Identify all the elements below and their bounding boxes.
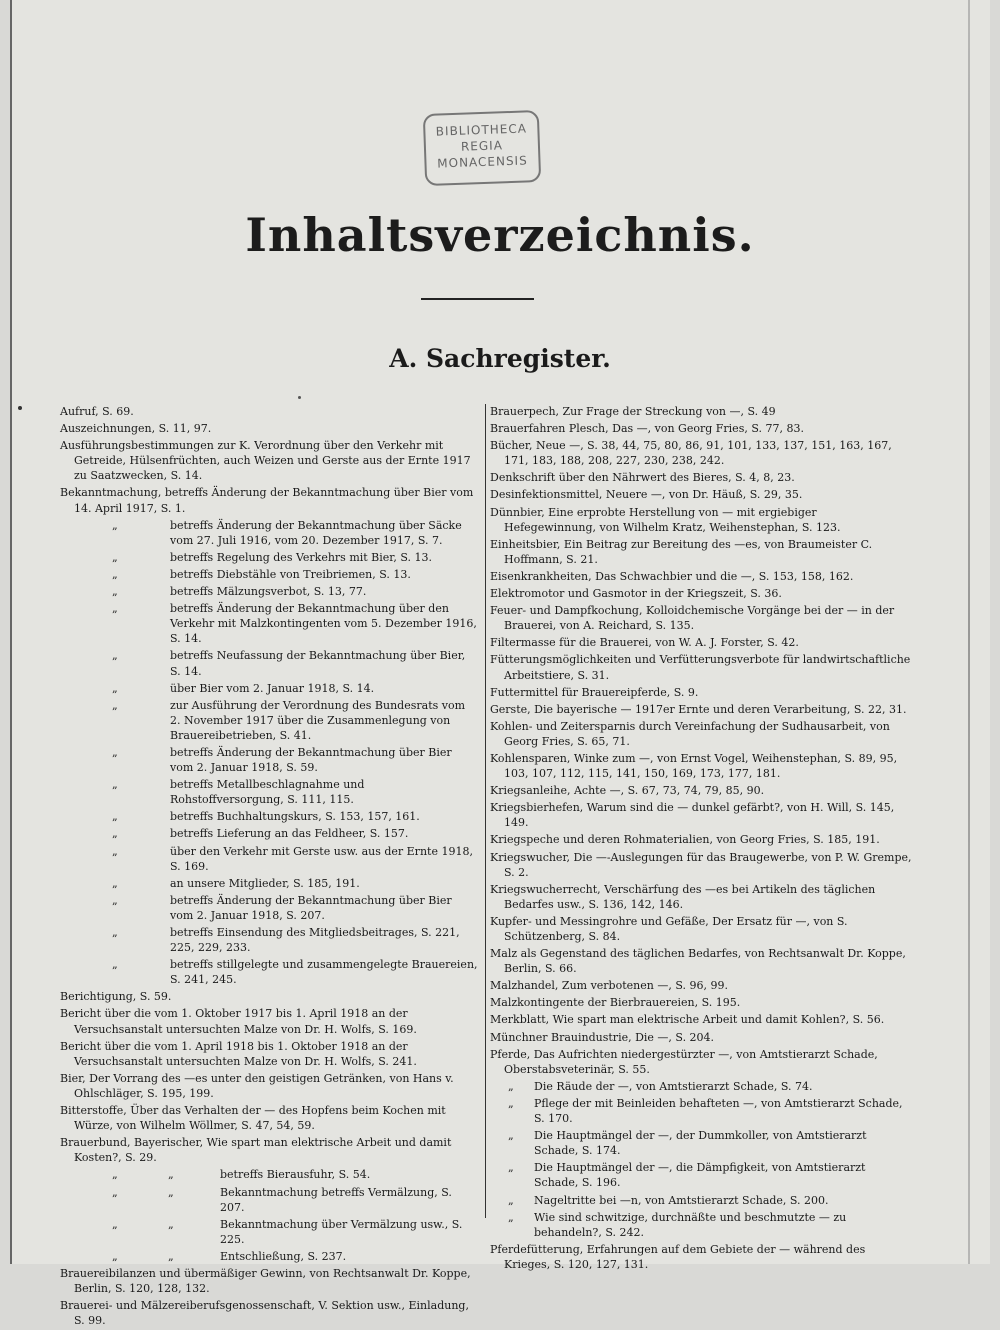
ditto-mark: „ [508,1096,514,1110]
index-entry-text: Kriegsanleihe, Achte —, S. 67, 73, 74, 79, 85, 90. [490,784,765,798]
index-entry [60,1135,478,1165]
index-entry [490,487,912,502]
index-entry [490,882,912,912]
index-entry [490,1242,912,1272]
index-entry [490,470,912,485]
index-subentry [60,584,478,599]
ditto-mark: „ [112,1185,118,1199]
index-entry [490,914,912,944]
ditto-mark: „ [112,1168,118,1182]
index-subentry [490,1193,912,1208]
index-entry-text: Kohlen- und Zeitersparnis durch Vereinfachung der Sudhausarbeit, von Georg Fries, S. 65, 71. [490,719,890,748]
index-subentry-text: betreffs Lieferung an das Feldheer, S. 157. [170,827,409,841]
index-column-left [60,404,478,1330]
stamp-line: REGIA [460,138,504,154]
index-entry-text: Ausführungsbestimmungen zur K. Verordnung über den Verkehr mit Getreide, Hülsenfrüchten, auch Weizen und Gerste aus der Ernte 1917 zu Saatzwecken, S. 14. [60,439,471,483]
ditto-mark: „ [112,810,118,824]
index-subentry-text: an unsere Mitglieder, S. 185, 191. [170,876,360,890]
index-subentry-text: Pflege der mit Beinleiden behafteten —, von Amtstierarzt Schade, S. 170. [534,1096,903,1126]
index-entry [60,1103,478,1133]
index-entry-text: Futtermittel für Brauereipferde, S. 9. [490,685,699,699]
index-subentry [60,567,478,582]
index-column-right [490,404,912,1274]
index-subentry-text: Die Räude der —, von Amtstierarzt Schade, S. 74. [534,1079,813,1093]
index-entry [490,652,912,682]
index-subentry [60,681,478,696]
index-entry-text: Fütterungsmöglichkeiten und Verfütterungsverbote für landwirtschaftliche Arbeitstiere, S. 31. [490,653,911,682]
index-entry-text: Brauerei- und Mälzereiberufsgenossenschaft, V. Sektion usw., Einladung, S. 99. [60,1299,469,1328]
index-subentry-text: Bekanntmachung über Vermälzung usw., S. 225. [220,1217,463,1246]
index-entry-text: Eisenkrankheiten, Das Schwachbier und die —, S. 153, 158, 162. [490,569,854,583]
index-entry-text: Berichtigung, S. 59. [60,990,172,1004]
index-entry [490,702,912,717]
ditto-mark: „ [112,844,118,858]
index-entry-text: Malzhandel, Zum verbotenen —, S. 96, 99. [490,979,728,993]
index-subentry-text: Die Hauptmängel der —, die Dämpfigkeit, von Amtstierarzt Schade, S. 196. [534,1161,866,1190]
index-subentry [490,1079,912,1094]
ditto-mark: „ [112,1249,118,1263]
index-subentry [60,957,478,987]
stamp-line: BIBLIOTHECA [435,121,528,139]
ditto-mark: „ [112,567,118,581]
index-subentry [60,777,478,807]
index-subentry [60,1167,478,1182]
index-entry [490,505,912,535]
index-entry [490,569,912,584]
index-entry [490,946,912,976]
index-entry [60,1266,478,1296]
index-entry [490,719,912,749]
ditto-mark: „ [112,649,118,663]
index-subentry [60,1217,478,1247]
ditto-mark: „ [508,1129,514,1143]
ditto-mark: „ [168,1217,174,1231]
index-entry-text: Bekanntmachung, betreffs Änderung der Bekanntmachung über Bier vom 14. April 1917, S. 1. [60,486,474,515]
index-entry-text: Kohlensparen, Winke zum —, von Ernst Vogel, Weihenstephan, S. 89, 95, 103, 107, 112, 115, 141, 150, 169, 173, 177, 181. [490,751,898,781]
index-entry-text: Filtermasse für die Brauerei, von W. A. J. Forster, S. 42. [490,636,799,650]
index-entry [490,404,912,419]
ditto-mark: „ [508,1210,514,1224]
index-subentry-text: betreffs Metallbeschlagnahme und Rohstoffversorgung, S. 111, 115. [170,778,365,807]
index-entry [490,783,912,798]
page-edge [968,0,970,1264]
ditto-mark: „ [508,1079,514,1093]
index-subentry [60,844,478,874]
index-entry [60,421,478,436]
index-subentry [490,1096,912,1126]
index-entry-text: Kriegsbierhefen, Warum sind die — dunkel gefärbt?, von H. Will, S. 145, 149. [490,801,895,830]
index-entry-text: Aufruf, S. 69. [60,405,134,418]
ditto-mark: „ [112,958,118,972]
index-entry [490,438,912,468]
title-rule [421,298,534,300]
index-entry [490,751,912,781]
index-entry-text: Denkschrift über den Nährwert des Bieres, S. 4, 8, 23. [490,471,795,485]
index-subentry-text: betreffs Änderung der Bekanntmachung über Bier vom 2. Januar 1918, S. 207. [170,893,452,922]
index-subentry-text: betreffs Einsendung des Mitgliedsbeitrages, S. 221, 225, 229, 233. [170,926,460,955]
index-entry-text: Bericht über die vom 1. Oktober 1917 bis 1. April 1918 an der Versuchsanstalt untersuchten Malze von Dr. H. Wolfs, S. 169. [60,1007,417,1036]
index-subentry-text: über den Verkehr mit Gerste usw. aus der Ernte 1918, S. 169. [170,844,473,873]
index-subentry [60,745,478,775]
index-subentry [60,518,478,548]
ditto-mark: „ [112,827,118,841]
index-entry-text: Desinfektionsmittel, Neuere —, von Dr. Häuß, S. 29, 35. [490,488,803,502]
index-entry [490,1030,912,1045]
ditto-mark: „ [112,745,118,759]
index-subentry [60,1249,478,1264]
index-entry [490,978,912,993]
index-entry [490,800,912,830]
margin-mark [18,406,22,410]
index-subentry-text: zur Ausführung der Verordnung des Bundesrats vom 2. November 1917 über die Zusammenlegung von Brauereibetrieben, S. 41. [170,698,466,742]
ditto-mark: „ [112,893,118,907]
index-entry-text: Brauerpech, Zur Frage der Streckung von —, S. 49 [490,405,776,418]
column-divider [485,404,486,1218]
ditto-mark: „ [112,778,118,792]
index-entry-text: Pferdefütterung, Erfahrungen auf dem Gebiete der — während des Krieges, S. 120, 127, 131. [490,1242,866,1271]
ditto-mark: „ [168,1168,174,1182]
index-entry-text: Bier, Der Vorrang des —es unter den geistigen Getränken, von Hans v. Ohlschläger, S. 195, 199. [60,1071,454,1100]
index-entry-text: Pferde, Das Aufrichten niedergestürzter —, von Amtstierarzt Schade, Oberstabsveterinär, S. 55. [490,1047,878,1076]
index-entry-text: Einheitsbier, Ein Beitrag zur Bereitung des —es, von Braumeister C. Hoffmann, S. 21. [490,537,873,566]
index-subentry-text: Entschließung, S. 237. [220,1249,347,1263]
index-entry [60,1039,478,1069]
index-subentry [60,826,478,841]
index-subentry [490,1128,912,1158]
index-subentry-text: über Bier vom 2. Januar 1918, S. 14. [170,681,375,695]
index-subentry [490,1160,912,1190]
index-subentry-text: betreffs Regelung des Verkehrs mit Bier, S. 13. [170,550,432,564]
index-subentry-text: betreffs Änderung der Bekanntmachung über Bier vom 2. Januar 1918, S. 59. [170,745,452,775]
section-heading: A. Sachregister. [389,344,611,373]
index-subentry [60,648,478,678]
index-entry-text: Elektromotor und Gasmotor in der Kriegszeit, S. 36. [490,587,782,601]
index-subentry-text: betreffs Buchhaltungskurs, S. 153, 157, 161. [170,810,420,824]
index-entry [60,438,478,483]
index-entry-text: Kriegswucherrecht, Verschärfung des —es bei Artikeln des täglichen Bedarfes usw., S. 136, 142, 146. [490,882,876,911]
index-subentry-text: Die Hauptmängel der —, der Dummkoller, von Amtstierarzt Schade, S. 174. [534,1129,867,1158]
ditto-mark: „ [112,585,118,599]
index-entry-text: Malz als Gegenstand des täglichen Bedarfes, von Rechtsanwalt Dr. Koppe, Berlin, S. 66. [490,947,906,976]
ditto-mark: „ [508,1193,514,1207]
index-entry [490,421,912,436]
ditto-mark: „ [112,698,118,712]
ditto-mark: „ [168,1249,174,1263]
index-subentry-text: betreffs Mälzungsverbot, S. 13, 77. [170,585,367,599]
ditto-mark: „ [112,1217,118,1231]
index-subentry [60,1185,478,1215]
index-entry [490,832,912,847]
library-stamp [423,110,541,186]
index-entry-text: Bitterstoffe, Über das Verhalten der — des Hopfens beim Kochen mit Würze, von Wilhelm Wöllmer, S. 47, 54, 59. [60,1104,446,1133]
index-entry [490,1047,912,1077]
index-entry-text: Kriegswucher, Die —-Auslegungen für das Braugewerbe, von P. W. Grempe, S. 2. [490,850,912,879]
index-subentry [60,809,478,824]
ditto-mark: „ [112,926,118,939]
ditto-mark: „ [112,550,118,564]
index-entry [490,850,912,880]
index-subentry [60,925,478,955]
ink-speck [298,396,301,399]
index-subentry [60,550,478,565]
ditto-mark: „ [168,1185,174,1199]
index-entry [60,404,478,419]
index-entry [60,485,478,515]
index-entry-text: Merkblatt, Wie spart man elektrische Arbeit und damit Kohlen?, S. 56. [490,1013,885,1027]
ditto-mark: „ [112,876,118,890]
index-entry-text: Auszeichnungen, S. 11, 97. [60,422,212,436]
index-subentry-text: betreffs Bierausfuhr, S. 54. [220,1168,371,1182]
index-entry [60,1071,478,1101]
index-entry [490,537,912,567]
index-subentry-text: betreffs Änderung der Bekanntmachung über Säcke vom 27. Juli 1916, vom 20. Dezember 1917, S. 7. [170,518,462,547]
index-entry-text: Bücher, Neue —, S. 38, 44, 75, 80, 86, 91, 101, 133, 137, 151, 163, 167, 171, 183, 188, 208, 227, 230, 238, 242. [490,439,892,468]
ditto-mark: „ [112,681,118,695]
index-entry [490,685,912,700]
index-subentry-text: Wie sind schwitzige, durchnäßte und beschmutzte — zu behandeln?, S. 242. [534,1210,847,1239]
index-entry [60,1006,478,1036]
page-title: Inhaltsverzeichnis. [245,208,755,262]
index-subentry [60,893,478,923]
ditto-mark: „ [112,518,118,532]
index-entry [490,603,912,633]
index-entry-text: Bericht über die vom 1. April 1918 bis 1. Oktober 1918 an der Versuchsanstalt untersuchten Malze von Dr. H. Wolfs, S. 241. [60,1039,417,1068]
index-entry-text: Kupfer- und Messingrohre und Gefäße, Der Ersatz für —, von S. Schützenberg, S. 84. [490,914,848,943]
index-entry-text: Malzkontingente der Bierbrauereien, S. 195. [490,996,741,1010]
stamp-line: MONACENSIS [437,153,528,171]
index-entry [60,1298,478,1328]
index-entry-text: Dünnbier, Eine erprobte Herstellung von — mit ergiebiger Hefegewinnung, von Wilhelm Kratz, Weihenstephan, S. 123. [490,505,841,534]
index-subentry [490,1210,912,1240]
index-subentry-text: Nageltritte bei —n, von Amtstierarzt Schade, S. 200. [534,1193,829,1207]
index-entry-text: Kriegspeche und deren Rohmaterialien, von Georg Fries, S. 185, 191. [490,833,880,847]
index-subentry [60,698,478,743]
index-entry-text: Brauerbund, Bayerischer, Wie spart man elektrische Arbeit und damit Kosten?, S. 29. [60,1136,452,1165]
index-subentry-text: betreffs Diebstähle von Treibriemen, S. 13. [170,567,411,581]
index-entry-text: Feuer- und Dampfkochung, Kolloidchemische Vorgänge bei der — in der Brauerei, von A. Reichard, S. 135. [490,604,895,633]
index-entry [490,1012,912,1027]
index-entry [60,989,478,1004]
index-entry [490,995,912,1010]
index-entry-text: Brauerfahren Plesch, Das —, von Georg Fries, S. 77, 83. [490,422,804,436]
index-subentry-text: betreffs stillgelegte und zusammengelegte Brauereien, S. 241, 245. [170,958,478,987]
index-subentry-text: Bekanntmachung betreffs Vermälzung, S. 207. [220,1185,452,1214]
ditto-mark: „ [112,602,118,616]
index-subentry [60,876,478,891]
index-entry-text: Münchner Brauindustrie, Die —, S. 204. [490,1030,715,1044]
ditto-mark: „ [508,1161,514,1175]
index-entry [490,635,912,650]
index-entry [490,586,912,601]
index-subentry-text: betreffs Änderung der Bekanntmachung über den Verkehr mit Malzkontingenten vom 5. Dezember 1916, S. 14. [170,602,477,646]
index-subentry [60,601,478,646]
index-entry-text: Brauereibilanzen und übermäßiger Gewinn, von Rechtsanwalt Dr. Koppe, Berlin, S. 120, 128, 132. [60,1266,471,1296]
index-entry-text: Gerste, Die bayerische — 1917er Ernte und deren Verarbeitung, S. 22, 31. [490,702,907,716]
index-subentry-text: betreffs Neufassung der Bekanntmachung über Bier, S. 14. [170,649,466,678]
